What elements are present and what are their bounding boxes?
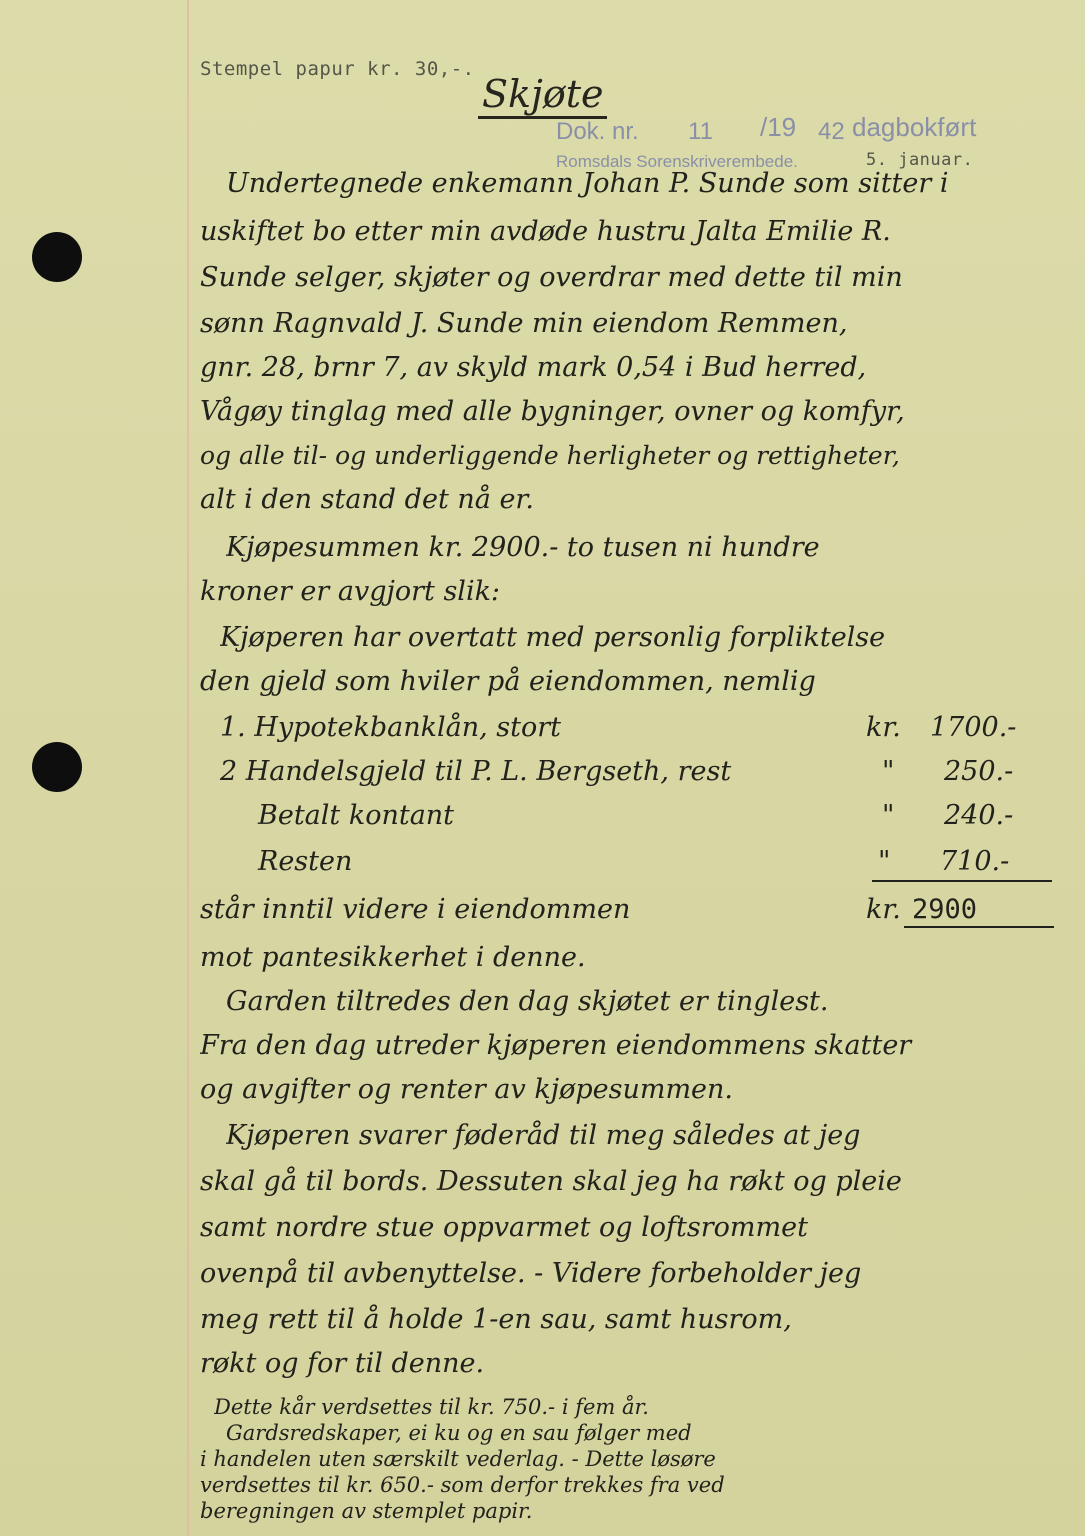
payment-label: 2 Handelsgjeld til P. L. Bergseth, rest [220,756,732,787]
total-amount: 2900 [912,894,978,925]
typed-stamp-paper: Stempel papur kr. 30,-. [200,58,475,80]
payment-currency: " [882,800,895,831]
stamp-year: 42 [818,118,845,145]
punch-hole [32,742,82,792]
payment-amount: 240.- [944,800,1014,831]
body-line: røkt og for til denne. [200,1348,485,1379]
body-line: Kjøperen svarer føderåd til meg således at jeg [226,1120,861,1151]
body-line: meg rett til å holde 1-en sau, samt husrom, [200,1304,792,1335]
body-line: Gardsredskaper, ei ku og en sau følger med [226,1421,692,1445]
body-line: verdsettes til kr. 650.- som derfor trekkes fra ved [200,1473,725,1497]
body-line: Garden tiltredes den dag skjøtet er tinglest. [226,986,829,1017]
body-line: i handelen uten særskilt vederlag. - Dette løsøre [200,1447,716,1471]
body-line: Dette kår verdsettes til kr. 750.- i fem år. [214,1395,649,1419]
body-line: beregningen av stemplet papir. [200,1499,533,1523]
payment-label: Resten [258,846,353,877]
body-line: kroner er avgjort slik: [200,576,501,607]
body-line: Vågøy tinglag med alle bygninger, ovner og komfyr, [200,396,905,427]
payment-currency: " [878,846,891,877]
document-title: Skjøte [478,72,607,119]
payment-label: Betalt kontant [258,800,455,831]
body-line: og alle til- og underliggende herligheter og rettigheter, [200,441,900,470]
body-line: sønn Ragnvald J. Sunde min eiendom Remmen, [200,308,848,339]
body-line: Kjøperen har overtatt med personlig forpliktelse [220,622,886,653]
body-line: samt nordre stue oppvarmet og loftsrommet [200,1212,808,1243]
stamp-status: dagbokført [852,112,977,142]
payment-currency: kr. [866,712,901,743]
body-line: uskiftet bo etter min avdøde hustru Jalta Emilie R. [200,216,891,247]
body-line: gnr. 28, brnr 7, av skyld mark 0,54 i Bud herred, [200,352,867,383]
body-line: alt i den stand det nå er. [200,484,534,515]
body-line: skal gå til bords. Dessuten skal jeg ha røkt og pleie [200,1166,902,1197]
stamp-prefix: Dok. nr. [556,118,639,145]
body-line: mot pantesikkerhet i denne. [200,942,586,973]
body-line: Kjøpesummen kr. 2900.- to tusen ni hundre [226,532,820,563]
body-line: den gjeld som hviler på eiendommen, nemlig [200,666,816,697]
payment-currency: " [882,756,895,787]
body-line: ovenpå til avbenyttelse. - Videre forbeholder jeg [200,1258,862,1289]
payment-label: 1. Hypotekbanklån, stort [220,712,562,743]
body-line: og avgifter og renter av kjøpesummen. [200,1074,733,1105]
total-currency: kr. [866,894,901,925]
payment-amount: 1700.- [930,712,1017,743]
body-line: Fra den dag utreder kjøperen eiendommens skatter [200,1030,912,1061]
margin-line [187,0,189,1536]
payment-amount: 250.- [944,756,1014,787]
sum-rule [872,880,1052,882]
body-line: Undertegnede enkemann Johan P. Sunde som sitter i [226,168,949,199]
stamp-number: 11 [688,118,713,145]
stamp-year-sep: /19 [760,112,797,142]
stamp-date: 5. januar. [866,150,974,170]
body-line: Sunde selger, skjøter og overdrar med dette til min [200,262,903,293]
punch-hole [32,232,82,282]
total-label: står inntil videre i eiendommen [200,894,631,925]
stamp-office: Romsdals Sorenskriverembede. [556,152,798,171]
payment-amount: 710.- [940,846,1010,877]
total-rule [904,926,1054,928]
